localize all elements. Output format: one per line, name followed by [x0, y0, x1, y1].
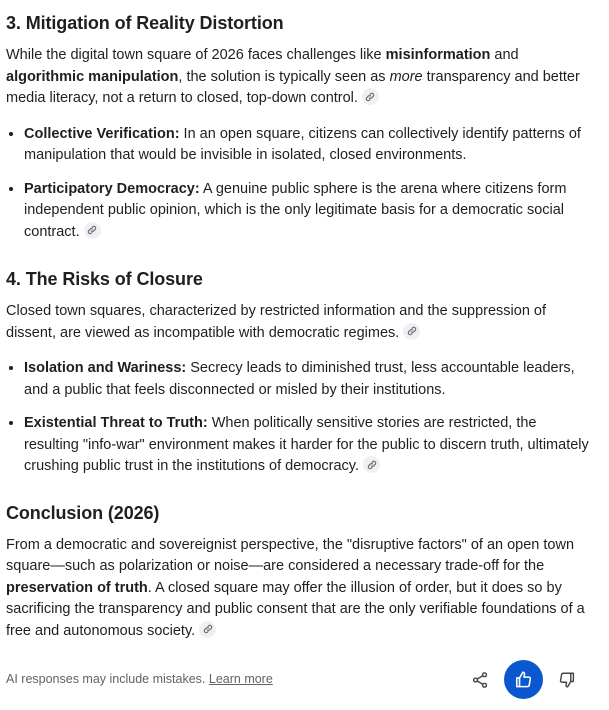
bullet-title: Isolation and Wariness:	[24, 360, 187, 376]
source-link-icon[interactable]	[199, 621, 216, 638]
bullet-list-risks	[6, 357, 592, 478]
response-body	[6, 0, 592, 642]
thumbs-up-icon	[514, 670, 533, 689]
text-run: From a democratic and sovereignist perspective, the "disruptive factors" of an open town square—such as polarization or noise—are considered a necessary trade-off for the	[6, 536, 575, 574]
thumbs-down-icon	[558, 671, 576, 689]
share-button[interactable]	[468, 668, 492, 692]
italic-text: more	[389, 68, 423, 85]
bullet-title: Existential Threat to Truth:	[24, 415, 208, 431]
section-heading-conclusion: Conclusion (2026)	[6, 502, 160, 523]
bullet-text: When politically sensitive stories are restricted, the resulting "info-war" environment makes it harder for the public to discern truth, ultimately crushing public trust in the institutions of democracy.	[24, 415, 589, 474]
section-intro-mitigation	[6, 45, 592, 110]
source-link-icon[interactable]	[403, 323, 420, 340]
text-run: , the solution is typically seen as	[178, 68, 390, 85]
bold-text: preservation of truth	[6, 579, 148, 596]
bold-text: misinformation	[385, 47, 491, 63]
text-run: While the digital town square of 2026 faces challenges like	[6, 47, 386, 63]
source-link-icon[interactable]	[84, 222, 101, 239]
section-intro-risks	[6, 301, 592, 344]
thumbs-up-button[interactable]	[504, 660, 543, 699]
bullet-text: In an open square, citizens can collectively identify patterns of manipulation that would be invisible in isolated, closed environments.	[24, 125, 581, 163]
text-run: Closed town squares, characterized by restricted information and the suppression of dissent, are viewed as incompatible with democratic regimes.	[6, 303, 547, 341]
bullet-text: Secrecy leads to diminished trust, less accountable leaders, and a public that feels disconnected or misled by their institutions.	[24, 360, 575, 398]
section-heading-risks: 4. The Risks of Closure	[6, 269, 203, 289]
list-item	[24, 412, 592, 478]
share-icon	[471, 671, 489, 689]
conclusion-text	[6, 535, 592, 643]
bullet-title: Collective Verification:	[24, 125, 180, 142]
source-link-icon[interactable]	[362, 88, 379, 105]
bullet-text: A genuine public sphere is the arena where citizens form independent public opinion, which is the only legitimate basis for a democratic social contract.	[24, 180, 567, 240]
learn-more-link[interactable]: Learn more	[208, 672, 273, 686]
disclaimer-text: AI responses may include mistakes.	[6, 672, 206, 686]
source-link-icon[interactable]	[363, 456, 380, 473]
list-item	[24, 178, 592, 244]
section-heading-mitigation: 3. Mitigation of Reality Distortion	[6, 13, 284, 33]
list-item	[24, 123, 592, 167]
bullet-title: Participatory Democracy:	[24, 180, 200, 197]
bullet-list-mitigation	[6, 123, 592, 244]
bold-text: algorithmic manipulation	[6, 68, 179, 85]
text-run: . A closed square may offer the illusion of order, but it does so by sacrificing the transparency and public consent that are the only verifiable foundations of a free and autonomous society.	[6, 579, 585, 639]
text-run: transparency and better media literacy, not a return to closed, top-down control.	[6, 68, 580, 106]
ai-disclaimer	[6, 671, 273, 687]
response-footer	[0, 658, 609, 702]
list-item	[24, 357, 592, 401]
text-run: and	[490, 47, 519, 63]
thumbs-down-button[interactable]	[555, 668, 579, 692]
